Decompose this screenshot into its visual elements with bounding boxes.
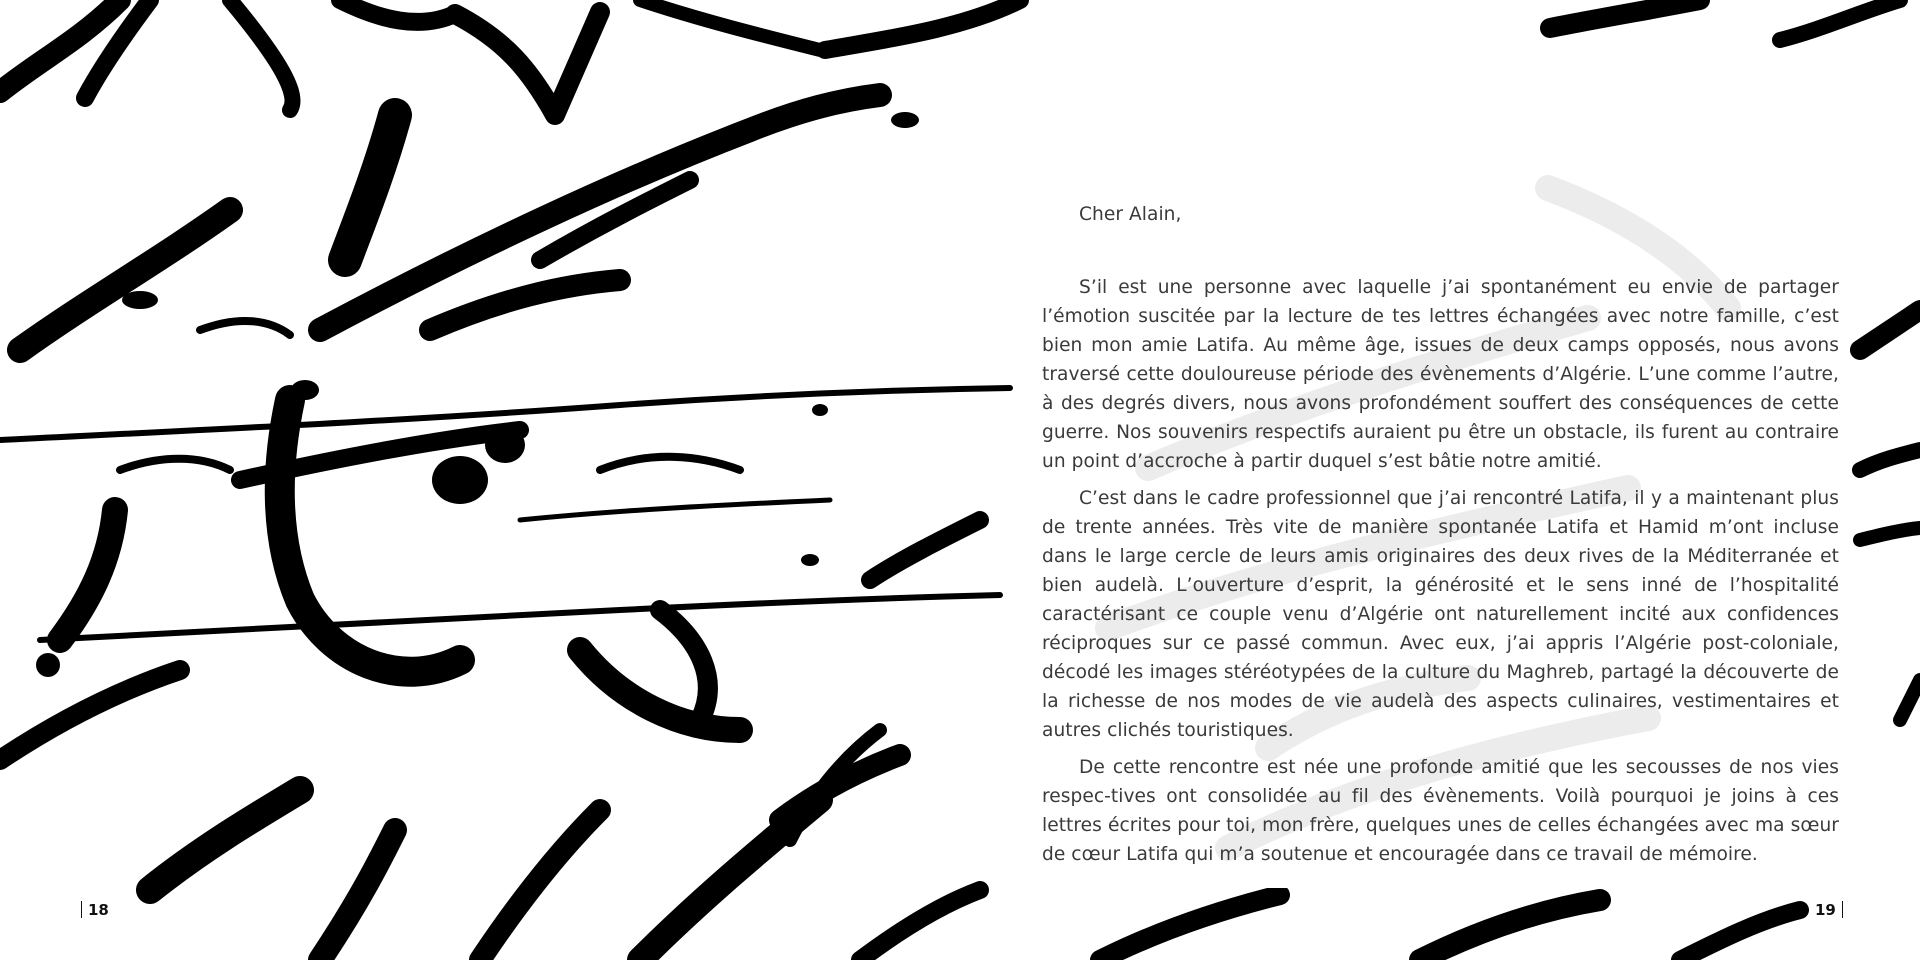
folio-rule [1842,901,1843,918]
letter-salutation: Cher Alain, [1079,204,1182,225]
folio-rule [81,901,82,918]
page-number-left [81,901,109,918]
letter-paragraph: De cette rencontre est née une profonde amitié que les secousses de nos vies respec-tives ont consolidée au fil des évènements. Voilà pourquoi je joins à ces lettres écrites pour toi, mon frère, quelques unes de celles échangées avec ma sœur de cœur Latifa qui m’a soutenue et encouragée dans ce travail de mémoire. [1042,757,1839,865]
page-number-right-text: 19 [1815,901,1836,919]
letter-body [1042,200,1839,877]
page-number-right [1815,901,1843,918]
letter-paragraph: S’il est une personne avec laquelle j’ai spontanément eu envie de partager l’émotion suscitée par la lecture de tes lettres échangées avec notre famille, c’est bien mon amie Latifa. Au même âge, issues de deux camps opposés, nous avons traversé cette douloureuse période des évènements d’Algérie. L’une comme l’autre, à des degrés divers, nous avons profondément souffert des conséquences de cette guerre. Nos souvenirs respectifs auraient pu être un obstacle, ils furent au contraire un point d’accroche à partir duquel s’est bâtie notre amitié. [1042,277,1839,472]
page-number-left-text: 18 [88,901,109,919]
letter-paragraph: C’est dans le cadre professionnel que j’ai rencontré Latifa, il y a maintenant plus de trente années. Très vite de manière spontanée Latifa et Hamid m’ont incluse dans le large cercle de leurs amis originaires des deux rives de la Méditerranée et bien audelà. L’ouverture d’esprit, la générosité et le sens inné de l’hospitalité caractérisant ce couple venu d’Algérie ont naturellement incité aux confidences réciproques sur ce passé commun. Avec eux, j’ai appris l’Algérie post-coloniale, décodé les images stéréotypées de la culture du Maghreb, partagé la découverte de la richesse de nos modes de vie audelà des aspects culinaires, vestimentaires et autres clichés touristiques. [1042,488,1839,741]
